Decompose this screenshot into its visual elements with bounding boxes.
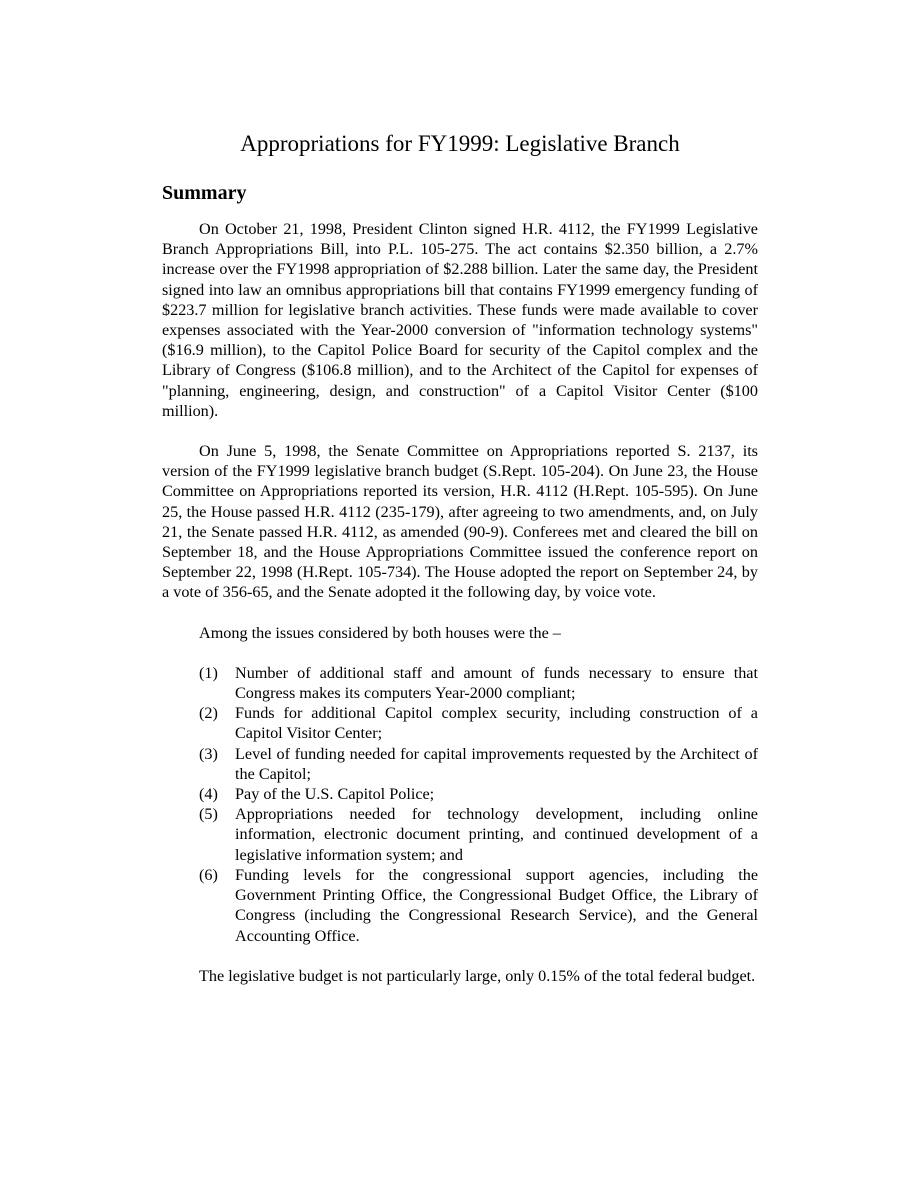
section-heading: Summary (162, 182, 247, 204)
document-page (162, 128, 758, 1006)
list-item-number: (1) (199, 663, 218, 682)
paragraph-closing: The legislative budget is not particularly large, only 0.15% of the total federal budget. (199, 966, 756, 985)
list-item-number: (6) (199, 865, 218, 884)
list-item-number: (2) (199, 704, 218, 723)
list-item-number: (4) (199, 785, 218, 804)
list-item-text: Pay of the U.S. Capitol Police; (235, 785, 435, 804)
list-item-number: (3) (199, 744, 218, 763)
list-item (162, 804, 758, 865)
list-item-text: Appropriations needed for technology development, including online information, electronic document printing, and continued development of a legislative information system; and (235, 805, 758, 864)
list-item-text: Number of additional staff and amount of funds necessary to ensure that Congress makes its computers Year-2000 compliant; (235, 663, 758, 703)
list-item (162, 784, 758, 804)
list-item-text: Level of funding needed for capital improvements requested by the Architect of the Capitol; (235, 744, 758, 783)
list-item-number: (5) (199, 805, 218, 824)
list-item (162, 744, 758, 784)
page-title: Appropriations for FY1999: Legislative Branch (240, 131, 680, 156)
paragraph-signing: On October 21, 1998, President Clinton signed H.R. 4112, the FY1999 Legislative Branch Appropriations Bill, into P.L. 105-275. The act contains $2.350 billion, a 2.7% increase over the FY1998 appropriation of $2.288 billion. Later the same day, the President signed into law an omnibus appropriations bill that contains FY1999 emergency funding of $223.7 million for legislative branch activities. These funds were made available to cover expenses associated with the Year-2000 conversion of "information technology systems" ($16.9 million), to the Capitol Police Board for security of the Capitol complex and the Library of Congress ($106.8 million), and to the Architect of the Capitol for expenses of "planning, engineering, design, and construction" of a Capitol Visitor Center ($100 million). (162, 220, 758, 420)
list-intro: Among the issues considered by both houses were the – (199, 623, 561, 642)
issues-list (162, 663, 758, 946)
list-item-text: Funds for additional Capitol complex security, including construction of a Capitol Visitor Center; (235, 704, 758, 743)
paragraph-legislative-history: On June 5, 1998, the Senate Committee on Appropriations reported S. 2137, its version of the FY1999 legislative branch budget (S.Rept. 105-204). On June 23, the House Committee on Appropriations reported its version, H.R. 4112 (H.Rept. 105-595). On June 25, the House passed H.R. 4112 (235-179), after agreeing to two amendments, and, on July 21, the Senate passed H.R. 4112, as amended (90-9). Conferees met and cleared the bill on September 18, and the House Appropriations Committee issued the conference report on September 22, 1998 (H.Rept. 105-734). The House adopted the report on September 24, by a vote of 356-65, and the Senate adopted it the following day, by voice vote. (162, 442, 758, 602)
list-item (162, 865, 758, 946)
list-item (162, 663, 758, 703)
list-item (162, 703, 758, 743)
list-item-text: Funding levels for the congressional support agencies, including the Government Printing Office, the Congressional Budget Office, the Library of Congress (including the Congressional Research Service), and the General Accounting Office. (235, 865, 758, 945)
